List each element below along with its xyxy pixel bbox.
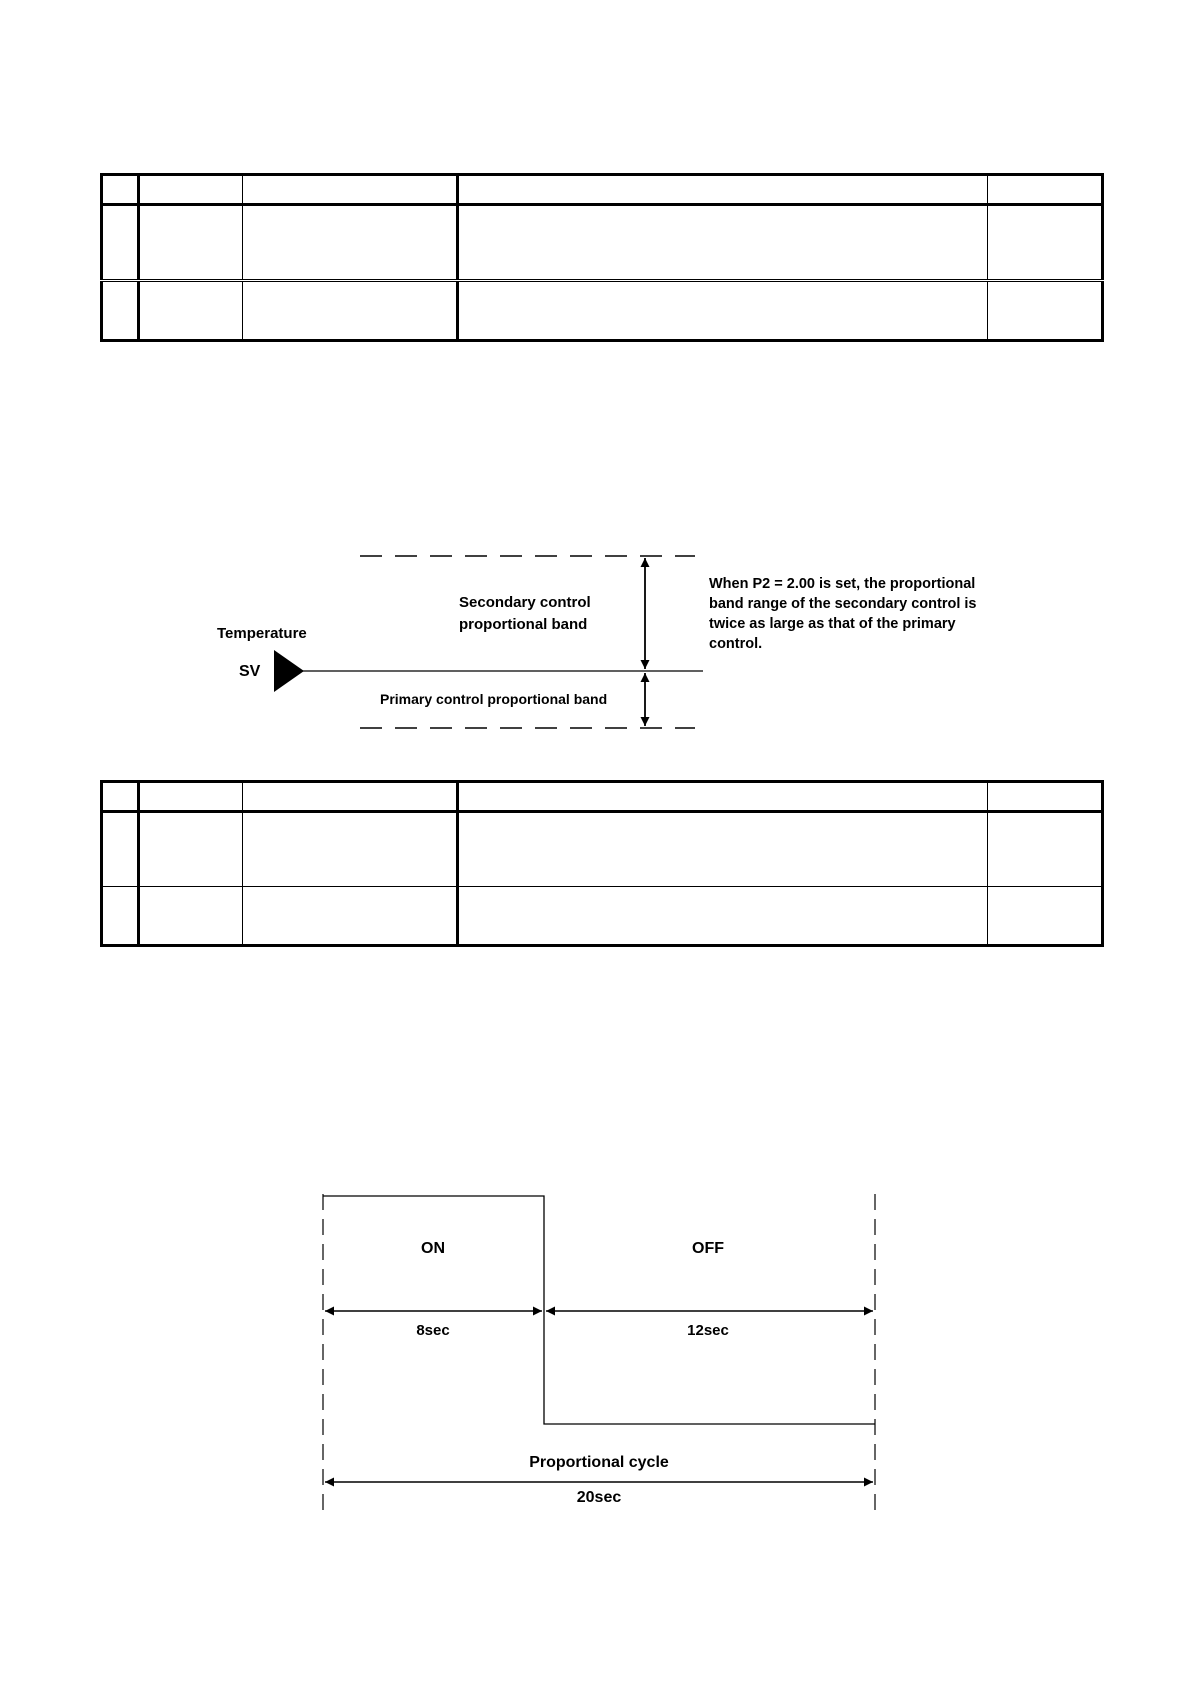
off-label: OFF	[692, 1240, 724, 1257]
note-line: control.	[709, 636, 763, 652]
sv-marker-icon	[274, 650, 304, 692]
primary-band-label: Primary control proportional band	[380, 691, 608, 707]
cycle-duration-label: 20sec	[576, 1489, 622, 1506]
proportional-band-diagram	[217, 556, 977, 728]
sv-label: SV	[239, 663, 261, 680]
on-off-waveform	[323, 1196, 875, 1424]
note-line: When P2 = 2.00 is set, the proportional	[709, 576, 976, 592]
secondary-band-label: proportional band	[459, 616, 588, 633]
off-duration-label: 12sec	[687, 1322, 729, 1339]
proportional-cycle-diagram	[323, 1194, 875, 1510]
on-duration-label: 8sec	[416, 1322, 450, 1339]
secondary-band-label: Secondary control	[459, 594, 591, 611]
note-line: band range of the secondary control is	[709, 596, 977, 612]
on-label: ON	[421, 1240, 445, 1257]
cycle-label: Proportional cycle	[529, 1454, 669, 1471]
temperature-label: Temperature	[217, 625, 307, 642]
note-line: twice as large as that of the primary	[709, 616, 956, 632]
